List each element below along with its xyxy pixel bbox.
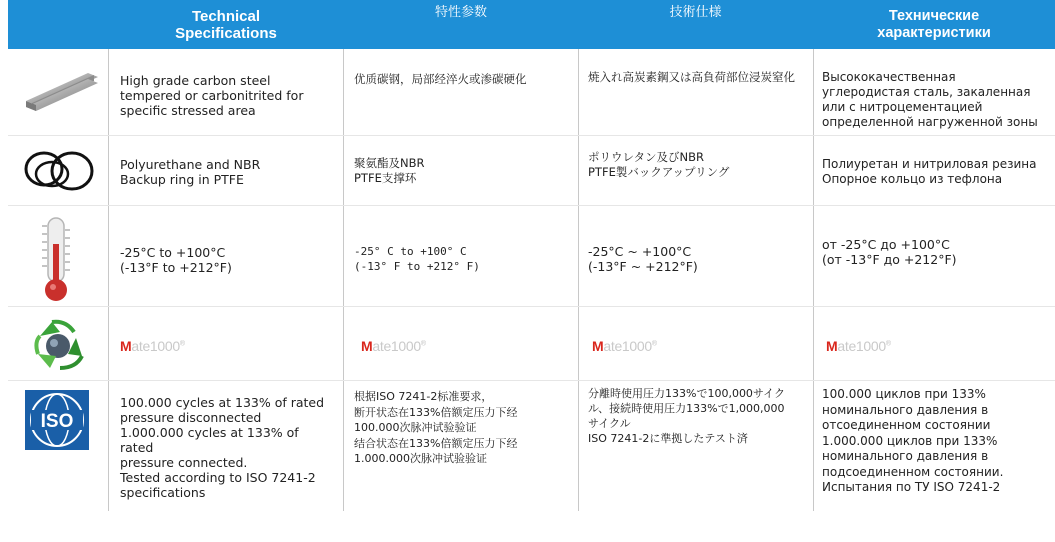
header-ru: Технические характеристики (877, 7, 991, 41)
iso-icon (25, 390, 89, 450)
row-divider (8, 380, 1055, 381)
column-divider (108, 49, 109, 511)
row5-zh: 根据ISO 7241-2标准要求， 断开状态在133%倍额定压力下经 100.000次脉冲试验验证 结合状态在133%倍额定压力下经 1.000.000次脉冲试验验证 (354, 390, 518, 465)
svg-text:ISO: ISO (40, 411, 74, 432)
mate1000-logo: Mate1000® (826, 338, 891, 354)
row3-en: -25°C to +100°C (-13°F to +212°F) (120, 245, 232, 275)
mate1000-logo: Mate1000® (361, 338, 426, 354)
header-ja: 技術仕様 (669, 5, 722, 20)
header-en: Technical Specifications (175, 7, 277, 42)
column-divider (813, 49, 814, 511)
header-zh: 特性参数 (434, 5, 487, 20)
row5-ja: 分離時使用圧力133%で100,000サイク ル、接続時使用圧力133%で1,000,000 サイクル ISO 7241-2に準拠したテスト済 (588, 387, 785, 445)
thermometer-icon (38, 214, 74, 304)
mate1000-logo: Mate1000® (120, 338, 185, 354)
mate1000-logo: Mate1000® (592, 338, 657, 354)
row1-zh: 优质碳钢，局部经淬火或渗碳硬化 (354, 72, 527, 86)
o-rings-icon (22, 147, 94, 193)
row-divider (8, 205, 1055, 206)
row2-ru: Полиуретан и нитриловая резина Опорное кольцо из тефлона (822, 157, 1037, 186)
row-divider (8, 306, 1055, 307)
row3-zh: -25° C to +100° C (-13° F to +212° F) (354, 245, 480, 273)
row1-ru: Высококачественная углеродистая сталь, закаленная или с нитроцементацией определенной нагруженной зоны (822, 70, 1038, 129)
row3-ru: от -25°C до +100°C (от -13°F до +212°F) (822, 237, 957, 267)
column-divider (578, 49, 579, 511)
row3-ja: -25°C ~ +100°C (-13°F ~ +212°F) (588, 244, 698, 274)
row5-en: 100.000 cycles at 133% of rated pressure disconnected 1.000.000 cycles at 133% of rated pressure connected. Tested according to ISO 7241-2 specifications (120, 395, 325, 500)
steel-beam-icon (22, 65, 102, 120)
row2-ja: ポリウレタン及びNBR PTFE製バックアップリング (588, 150, 730, 179)
row2-en: Polyurethane and NBR Backup ring in PTFE (120, 157, 261, 187)
row-divider (8, 135, 1055, 136)
row1-en: High grade carbon steel tempered or carbonitrited for specific stressed area (120, 73, 304, 118)
recycle-icon (30, 318, 86, 372)
row5-ru: 100.000 циклов при 133% номинального давления в отсоединенном состоянии 1.000.000 циклов при 133% номинального давления в подсоединенном состоянии. Испытания по ТУ ISO 7241-2 (822, 387, 1004, 494)
row2-zh: 聚氨酯及NBR PTFE支撑环 (354, 156, 425, 185)
column-divider (343, 49, 344, 511)
row1-ja: 焼入れ高炭素鋼又は高負荷部位浸炭窒化 (588, 70, 795, 84)
